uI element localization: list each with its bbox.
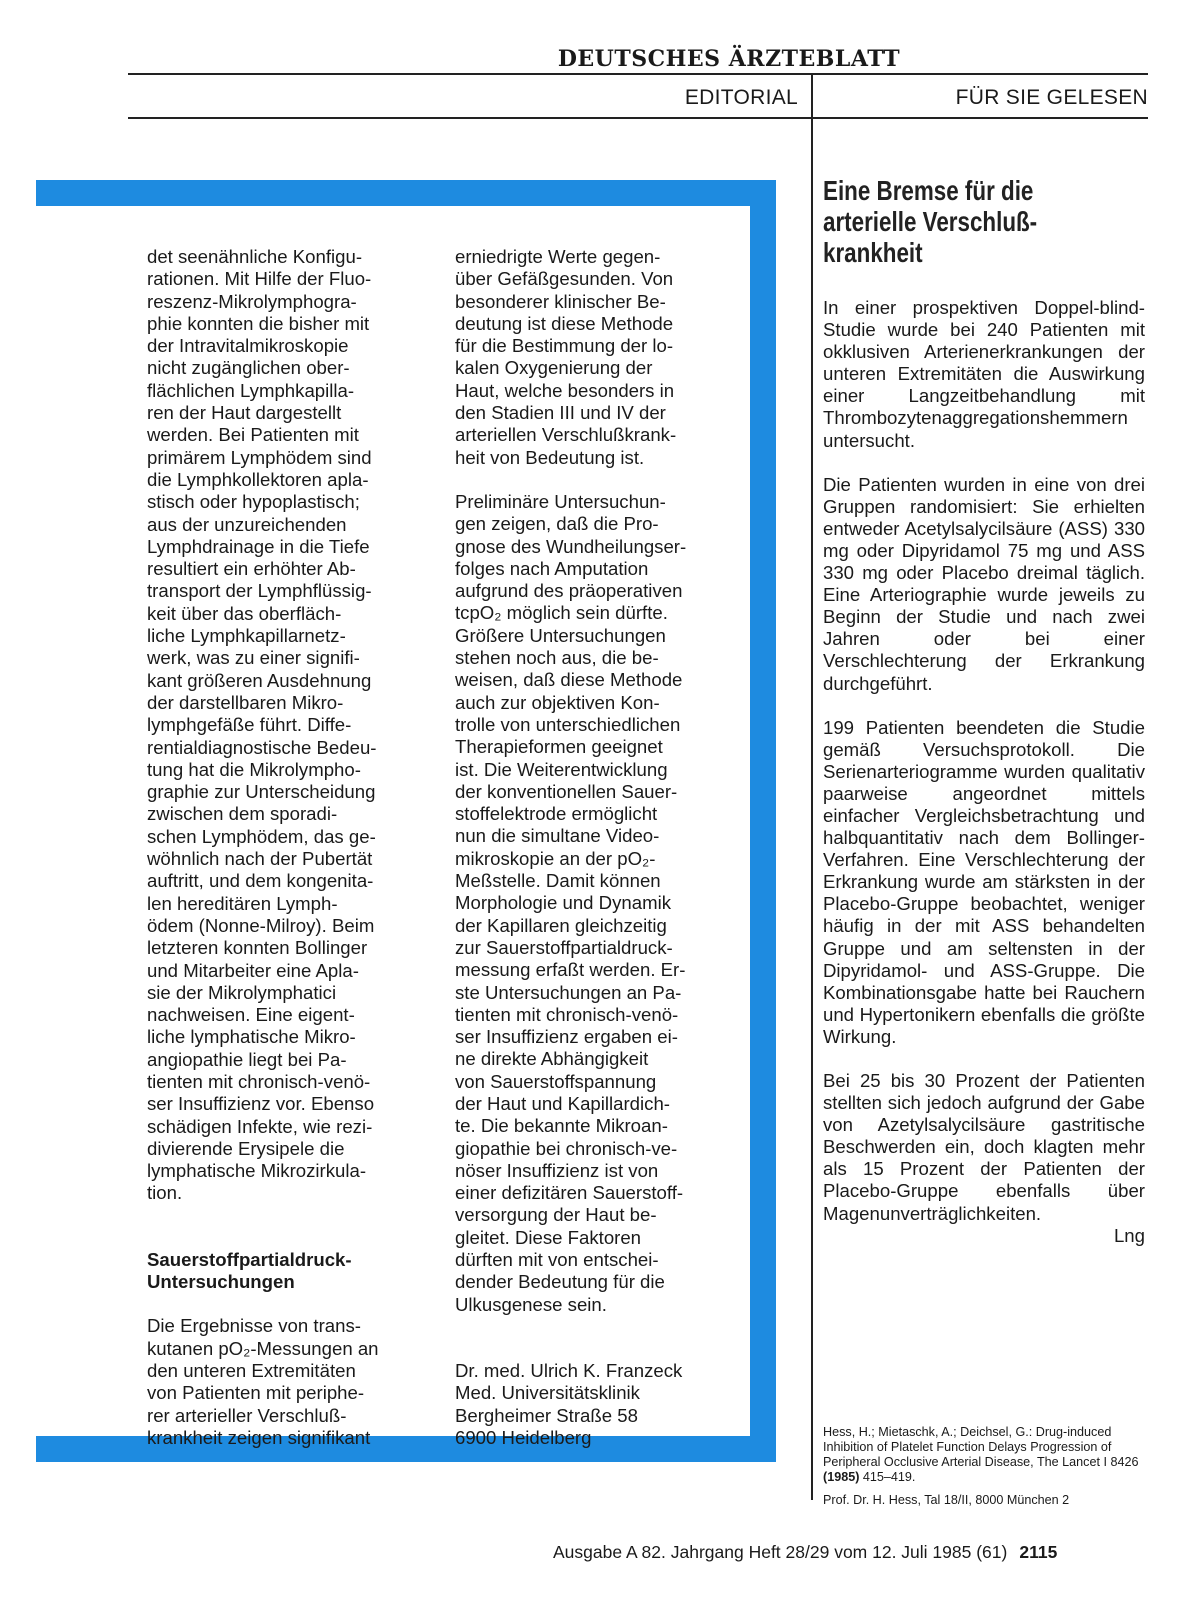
- text-line: krankheit zeigen signifikant: [147, 1426, 371, 1448]
- article-title: Eine Bremse für die arterielle Verschluß- krankheit: [823, 175, 1038, 268]
- text-line: messung erfaßt werden. Er-: [455, 959, 686, 981]
- text-line: gen zeigen, daß die Pro-: [455, 513, 659, 535]
- text-line: besonderer klinischer Be-: [455, 290, 666, 312]
- text-line: Meßstelle. Damit können: [455, 870, 661, 892]
- text-line: auftritt, und dem kongenita-: [147, 870, 374, 892]
- text-line: ser Insuffizienz vor. Ebenso: [147, 1093, 375, 1115]
- text-line: den unteren Extremitäten: [147, 1359, 356, 1381]
- author-signoff: Lng: [1113, 1224, 1145, 1246]
- text-line: ste Untersuchungen an Pa-: [455, 981, 682, 1003]
- text-line: graphie zur Unterscheidung: [147, 781, 376, 803]
- text-line: werk, was zu einer signifi-: [147, 647, 360, 669]
- editorial-column-2: [455, 246, 686, 1449]
- author-line: Bergheimer Straße 58: [455, 1404, 638, 1426]
- text-line: keit über das oberfläch-: [147, 602, 342, 624]
- text-line: heit von Bedeutung ist.: [455, 446, 645, 468]
- text-line: deutung ist diese Methode: [455, 312, 674, 334]
- masthead: DEUTSCHES ÄRZTEBLATT: [557, 46, 901, 72]
- text-line: schen Lymphödem, das ge-: [147, 825, 376, 847]
- text-line: der darstellbaren Mikro-: [147, 691, 344, 713]
- author-line: Med. Universitätsklinik: [455, 1382, 640, 1404]
- text-line: stisch oder hypoplastisch;: [147, 491, 360, 513]
- text-line: tienten mit chronisch-venö-: [455, 1003, 679, 1025]
- text-line: folges nach Amputation: [455, 557, 649, 579]
- text-line: einer defizitären Sauerstoff-: [455, 1182, 684, 1204]
- text-line: primärem Lymphödem sind: [147, 446, 372, 468]
- text-line: divierende Erysipele die: [147, 1137, 345, 1159]
- text-line: stoffelektrode ermöglicht: [455, 803, 658, 825]
- text-line: nicht zugänglichen ober-: [147, 357, 350, 379]
- issue-info: Ausgabe A 82. Jahrgang Heft 28/29 vom 12. Juli 1985 (61): [553, 1542, 1008, 1562]
- text-line: kutanen pO₂-Messungen an: [147, 1337, 379, 1359]
- reference-text: Hess, H.; Mietaschk, A.; Deichsel, G.: Drug-induced Inhibition of Platelet Function Delays Progression of Peripheral Occlusive Arterial Disease, The Lancet I 8426: [823, 1425, 1139, 1469]
- text-line: reszenz-Mikrolymphogra-: [147, 290, 357, 312]
- text-line: giopathie bei chronisch-ve-: [455, 1137, 678, 1159]
- text-line: tion.: [147, 1182, 183, 1204]
- masthead-rule: [128, 73, 1148, 75]
- text-line: gleitet. Diese Faktoren: [455, 1226, 642, 1248]
- text-line: schädigen Infekte, wie rezi-: [147, 1115, 373, 1137]
- text-line: flächlichen Lymphkapilla-: [147, 379, 355, 401]
- text-line: der Kapillaren gleichzeitig: [455, 914, 667, 936]
- article-paragraph-1: In einer prospektiven Doppel-blind-Studie wurde bei 240 Patienten mit okklusiven Arterienerkrankungen der unteren Extremitäten die Auswirkung einer Langzeitbehandlung mit Thrombozytenaggregationshemmern untersucht.: [823, 297, 1145, 451]
- text-line: der konventionellen Sauer-: [455, 780, 678, 802]
- text-line: Preliminäre Untersuchun-: [455, 490, 666, 512]
- text-line: für die Bestimmung der lo-: [455, 335, 674, 357]
- text-line: nun die simultane Video-: [455, 825, 660, 847]
- text-line: letzteren konnten Bollinger: [147, 937, 368, 959]
- text-line: ne direkte Abhängigkeit: [455, 1048, 649, 1070]
- text-line: den Stadien III und IV der: [455, 402, 666, 424]
- editorial-column-1: [147, 246, 379, 1449]
- text-line: ser Insuffizienz ergaben ei-: [455, 1026, 678, 1048]
- text-line: der Intravitalmikroskopie: [147, 335, 349, 357]
- text-line: Morphologie und Dynamik: [455, 892, 672, 914]
- text-line: kant größeren Ausdehnung: [147, 669, 372, 691]
- text-line: ist. Die Weiterentwicklung: [455, 758, 668, 780]
- blue-frame-right: [750, 200, 776, 1462]
- reference-pages: 415–419.: [859, 1470, 916, 1484]
- text-line: transport der Lymphflüssig-: [147, 580, 372, 602]
- text-line: werden. Bei Patienten mit: [147, 424, 359, 446]
- text-line: aufgrund des präoperativen: [455, 580, 683, 602]
- text-line: tung hat die Mikrolympho-: [147, 758, 361, 780]
- text-line: Ulkusgenese sein.: [455, 1293, 607, 1315]
- text-line: zwischen dem sporadi-: [147, 803, 338, 825]
- text-line: weisen, daß diese Methode: [455, 669, 683, 691]
- text-line: kalen Oxygenierung der: [455, 357, 653, 379]
- column-divider: [811, 75, 813, 1500]
- text-line: Größere Untersuchungen: [455, 624, 666, 646]
- text-line: gnose des Wundheilungser-: [455, 535, 687, 557]
- text-line: sie der Mikrolymphatici: [147, 981, 337, 1003]
- text-line: die Lymphkollektoren apla-: [147, 468, 369, 490]
- text-line: Therapieformen geeignet: [455, 736, 663, 758]
- text-line: dürften mit von entschei-: [455, 1249, 659, 1271]
- reference-year: (1985): [823, 1470, 860, 1484]
- text-line: rentialdiagnostische Bedeu-: [147, 736, 377, 758]
- text-line: nachweisen. Eine eigent-: [147, 1004, 355, 1026]
- text-line: liche Lymphkapillarnetz-: [147, 625, 346, 647]
- article-paragraph-2: Die Patienten wurden in eine von drei Gruppen randomisiert: Sie erhielten entweder Acetylsalycilsäure (ASS) 330 mg oder Dipyridamol 75 mg und ASS 330 mg oder Placebo dreimal täglich. Eine Arteriographie wurde jeweils zu Beginn der Studie und nach zwei Jahren oder bei einer Verschlechterung der Erkrankung durchgeführt.: [823, 473, 1145, 694]
- reference: [823, 1425, 1143, 1485]
- author-line: 6900 Heidelberg: [455, 1426, 592, 1448]
- text-line: arteriellen Verschlußkrank-: [455, 424, 677, 446]
- text-line: tcpO₂ möglich sein dürfte.: [455, 602, 668, 624]
- text-line: resultiert ein erhöhter Ab-: [147, 558, 356, 580]
- footer: [553, 1542, 1057, 1563]
- text-line: len hereditären Lymph-: [147, 892, 338, 914]
- text-line: rationen. Mit Hilfe der Fluo-: [147, 268, 372, 290]
- article-paragraph-4: Bei 25 bis 30 Prozent der Patienten stellten sich jedoch aufgrund der Gabe von Azetylsalycilsäure gastritische Beschwerden ein, doch klagten mehr als 15 Prozent der Patienten der Placebo-Gruppe ebenfalls über Magenunverträglichkeiten.: [823, 1070, 1145, 1224]
- text-line: lymphatische Mikrozirkula-: [147, 1160, 367, 1182]
- text-line: ödem (Nonne-Milroy). Beim: [147, 914, 375, 936]
- text-line: rer arterieller Verschluß-: [147, 1404, 347, 1426]
- article-body: [823, 297, 1145, 1247]
- text-line: te. Die bekannte Mikroan-: [455, 1115, 668, 1137]
- text-line: aus der unzureichenden: [147, 513, 347, 535]
- text-line: liche lymphatische Mikro-: [147, 1026, 356, 1048]
- subheading: Sauerstoffpartialdruck-: [147, 1248, 352, 1270]
- text-line: Die Ergebnisse von trans-: [147, 1315, 361, 1337]
- text-line: phie konnten die bisher mit: [147, 312, 370, 334]
- text-line: versorgung der Haut be-: [455, 1204, 657, 1226]
- article-paragraph-3: 199 Patienten beendeten die Studie gemäß Versuchsprotokoll. Die Serienarteriogramme wurden qualitativ paarweise angeordnet mittels einfacher Vergleichsbetrachtung und halbquantitativ nach dem Bollinger-Verfahren. Eine Verschlechterung der Erkrankung wurde am stärksten in der Placebo-Gruppe beobachtet, weniger häufig in der mit ASS behandelten Gruppe und am seltensten in der Dipyridamol- und ASS-Gruppe. Die Kombinationsgabe hatte bei Rauchern und Hypertonikern ebenfalls die größte Wirkung.: [823, 716, 1145, 1047]
- text-line: stehen noch aus, die be-: [455, 647, 659, 669]
- text-line: dender Bedeutung für die: [455, 1271, 665, 1293]
- text-line: ren der Haut dargestellt: [147, 402, 342, 424]
- text-line: auch zur objektiven Kon-: [455, 691, 660, 713]
- text-line: tienten mit chronisch-venö-: [147, 1070, 371, 1092]
- text-line: wöhnlich nach der Pubertät: [147, 848, 373, 870]
- text-line: und Mitarbeiter eine Apla-: [147, 959, 359, 981]
- section-label-fuer-sie-gelesen: FÜR SIE GELESEN: [955, 86, 1148, 109]
- subheading: Untersuchungen: [147, 1271, 295, 1293]
- section-label-editorial: EDITORIAL: [684, 86, 798, 109]
- text-line: zur Sauerstoffpartialdruck-: [455, 936, 673, 958]
- text-line: von Patienten mit periphe-: [147, 1382, 365, 1404]
- text-line: mikroskopie an der pO₂-: [455, 847, 656, 869]
- text-line: trolle von unterschiedlichen: [455, 713, 681, 735]
- author-address: Prof. Dr. H. Hess, Tal 18/II, 8000 München 2: [823, 1493, 1070, 1507]
- text-line: lymphgefäße führt. Diffe-: [147, 714, 352, 736]
- text-line: von Sauerstoffspannung: [455, 1070, 657, 1092]
- section-rule: [128, 117, 1148, 119]
- text-line: über Gefäßgesunden. Von: [455, 268, 674, 290]
- text-line: erniedrigte Werte gegen-: [455, 246, 661, 267]
- text-line: nöser Insuffizienz ist von: [455, 1159, 659, 1181]
- page-number: 2115: [1019, 1542, 1058, 1562]
- blue-frame-top: [36, 180, 776, 206]
- text-line: Lymphdrainage in die Tiefe: [147, 535, 370, 557]
- text-line: Haut, welche besonders in: [455, 379, 675, 401]
- author-line: Dr. med. Ulrich K. Franzeck: [455, 1359, 683, 1381]
- text-line: det seenähnliche Konfigu-: [147, 246, 363, 267]
- text-line: angiopathie liegt bei Pa-: [147, 1048, 347, 1070]
- text-line: der Haut und Kapillardich-: [455, 1092, 670, 1114]
